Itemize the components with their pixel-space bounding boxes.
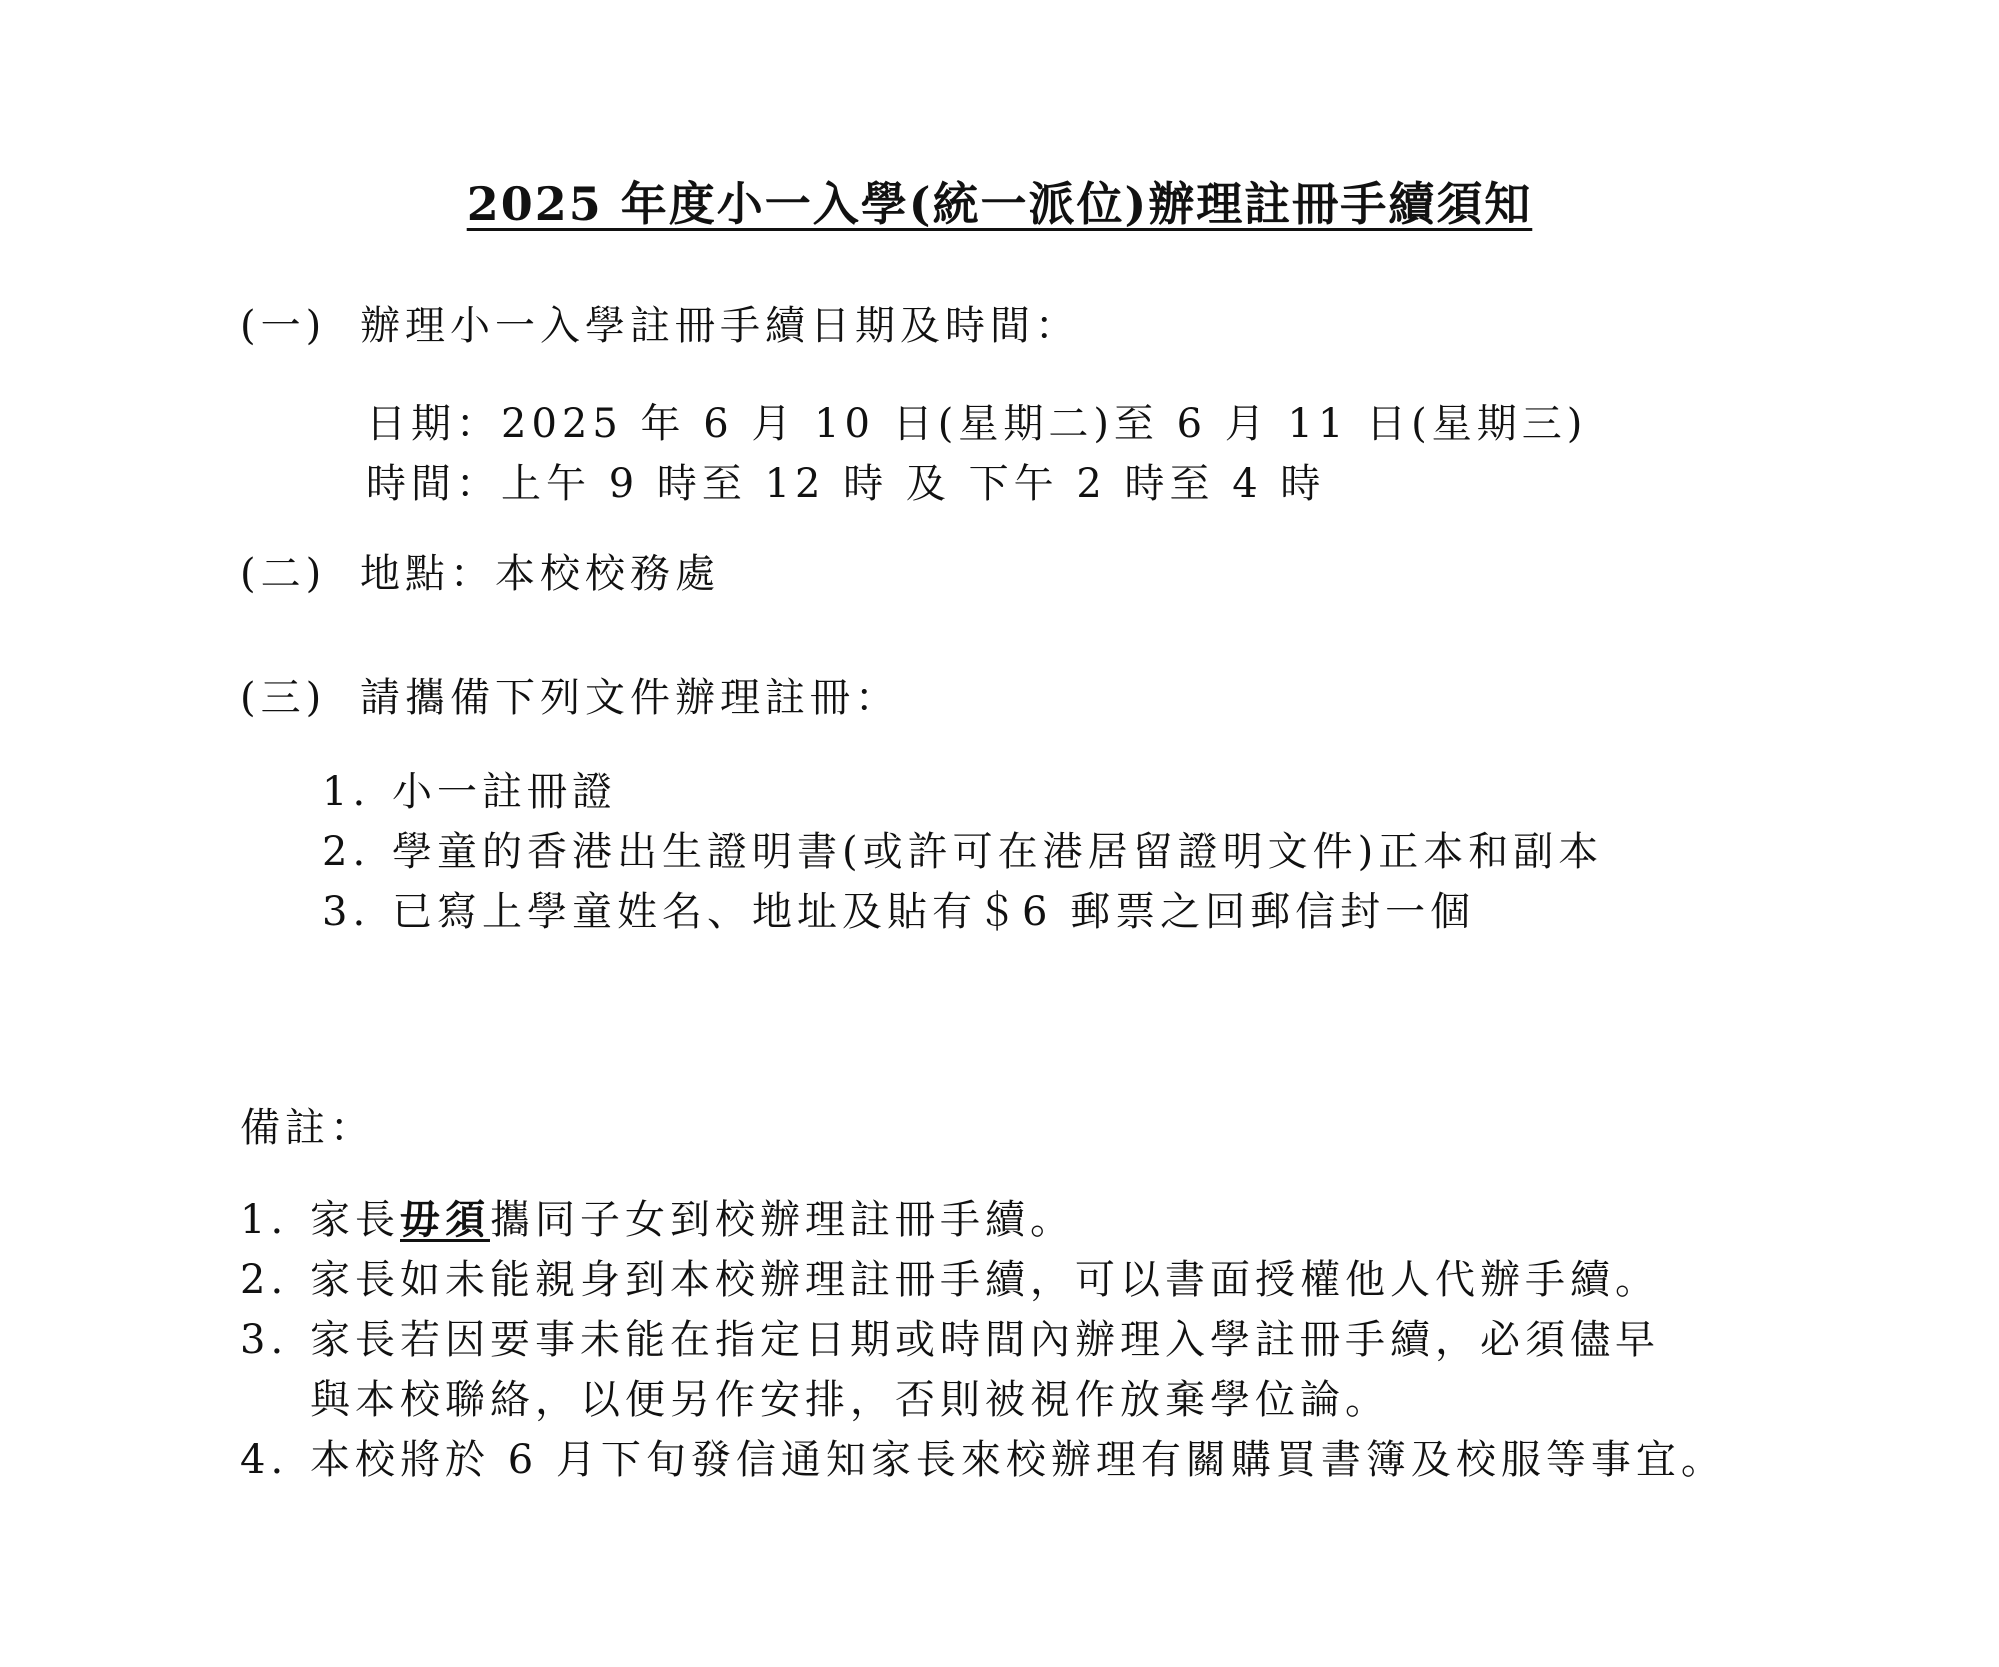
section-3-text: 請攜備下列文件辦理註冊： [360,675,900,721]
remark-emphasis: 毋須 [400,1196,490,1243]
document-item [322,766,617,818]
remark-item [240,1194,1075,1246]
remark-item-text-post: 攜同子女到校辦理註冊手續。 [490,1197,1075,1243]
remark-item [240,1314,1660,1366]
section-3-marker: (三) [240,675,327,721]
section-2-marker: (二) [240,551,327,597]
document-item-number: 2. [322,829,371,875]
section-2-text: 地點：本校校務處 [360,551,720,597]
notice-title [0,175,1999,235]
document-item-text: 已寫上學童姓名、地址及貼有＄6 郵票之回郵信封一個 [392,889,1476,935]
document-item-text: 學童的香港出生證明書(或許可在港居留證明文件)正本和副本 [392,829,1604,875]
section-1-marker: (一) [240,303,327,349]
document-item-text: 小一註冊證 [392,769,617,815]
remark-item-continuation: 與本校聯絡，以便另作安排，否則被視作放棄學位論。 [310,1377,1390,1423]
document-item-number: 1. [322,769,371,815]
document-item-number: 3. [322,889,371,935]
section-1-date: 日期：2025 年 6 月 10 日(星期二)至 6 月 11 日(星期三) [366,401,1588,447]
notice-title-text: 2025 年度小一入學(統一派位)辦理註冊手續須知 [466,177,1533,231]
section-1-time: 時間：上午 9 時至 12 時 及 下午 2 時至 4 時 [366,461,1326,507]
document-item [322,886,1475,938]
section-2-heading [240,548,720,600]
section-1-text: 辦理小一入學註冊手續日期及時間： [360,303,1080,349]
remark-item-number: 3. [240,1317,289,1363]
section-3-heading [240,672,900,724]
remark-item [240,1434,1726,1486]
remark-item-number: 2. [240,1257,289,1303]
remark-item-number: 4. [240,1437,289,1483]
remark-item-number: 1. [240,1197,289,1243]
remark-item [240,1254,1660,1306]
remark-item-text: 本校將於 6 月下旬發信通知家長來校辦理有關購買書簿及校服等事宜。 [310,1437,1726,1483]
document-item [322,826,1603,878]
remark-item-text: 家長如未能親身到本校辦理註冊手續，可以書面授權他人代辦手續。 [310,1257,1660,1303]
remark-item-text-pre: 家長 [310,1197,400,1243]
remark-item-text: 家長若因要事未能在指定日期或時間內辦理入學註冊手續，必須儘早 [310,1317,1660,1363]
section-1-heading [240,300,1080,352]
remarks-heading: 備註： [240,1105,375,1151]
